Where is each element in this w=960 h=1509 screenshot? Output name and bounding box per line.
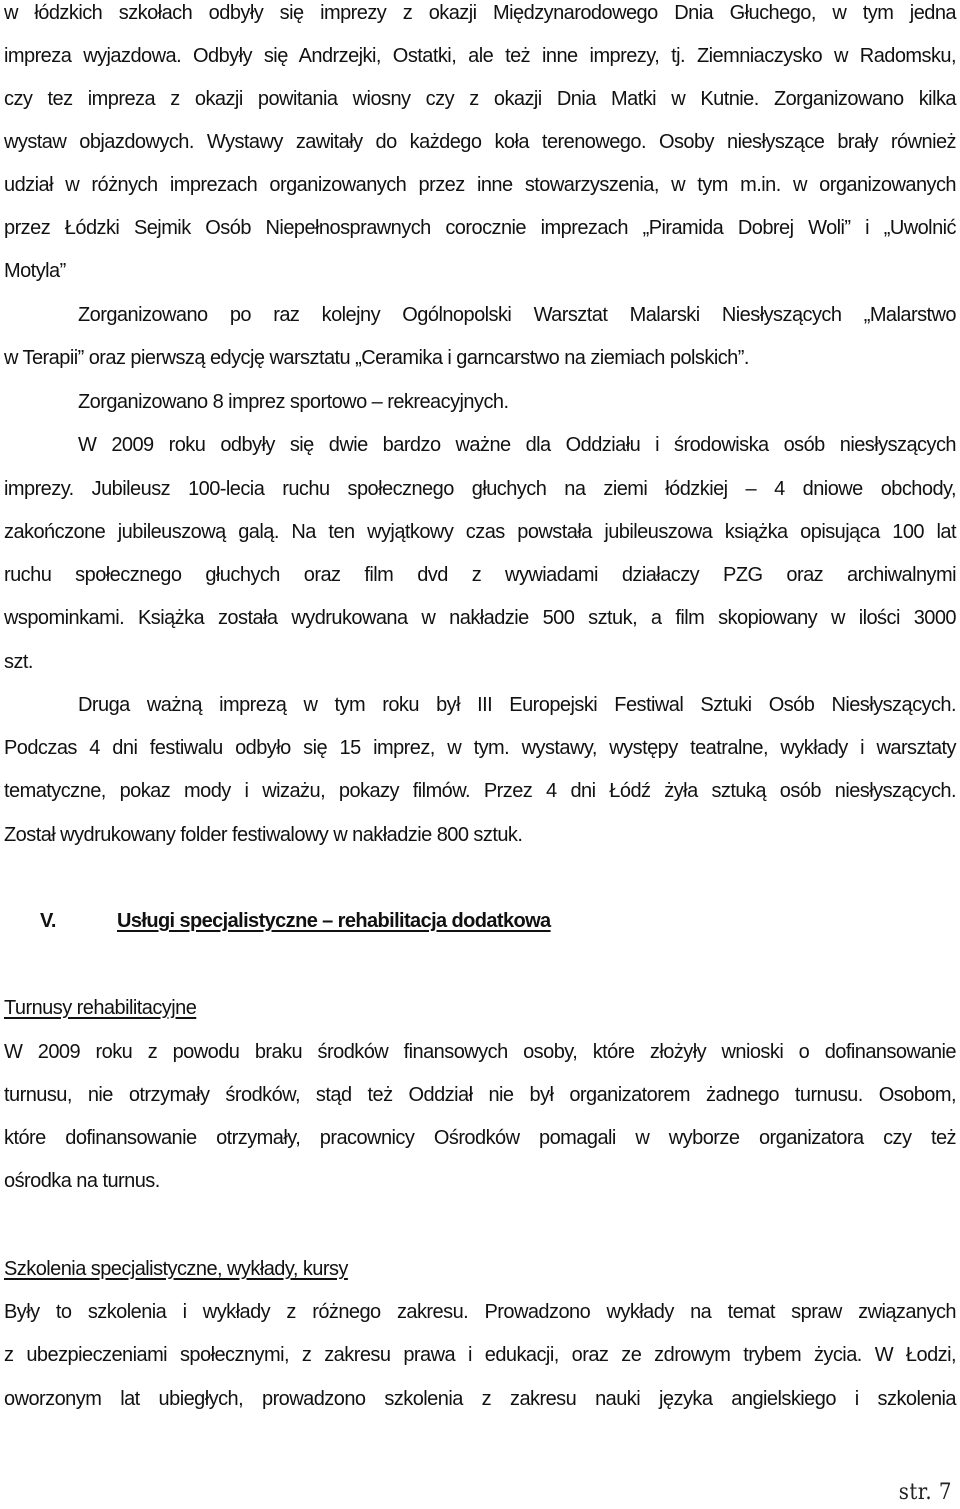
text-line: Zorganizowano po raz kolejny Ogólnopolski Warsztat Malarski Niesłyszących „Malarstwo: [78, 304, 956, 326]
text-line: W 2009 roku odbyły się dwie bardzo ważne dla Oddziału i środowiska osób niesłyszących: [78, 434, 956, 456]
text-line: ośrodka na turnus.: [4, 1170, 160, 1192]
text-line: tematyczne, pokaz mody i wizażu, pokazy filmów. Przez 4 dni Łódź żyła sztuką osób niesłyszących.: [4, 780, 956, 802]
text-line: udział w różnych imprezach organizowanych przez inne stowarzyszenia, w tym m.in. w organizowanych: [4, 174, 956, 196]
text-line: w Terapii” oraz pierwszą edycję warsztatu „Ceramika i garncarstwo na ziemiach polskich”.: [4, 347, 749, 369]
text-line: imprezy. Jubileusz 100-lecia ruchu społecznego głuchych na ziemi łódzkiej – 4 dniowe obchody,: [4, 478, 956, 500]
text-line: z ubezpieczeniami społecznymi, z zakresu prawa i edukacji, oraz ze zdrowym trybem życia. W Łodzi,: [4, 1344, 956, 1366]
text-line: W 2009 roku z powodu braku środków finansowych osoby, które złożyły wnioski o dofinansowanie: [4, 1041, 956, 1063]
text-line: Został wydrukowany folder festiwalowy w nakładzie 800 sztuk.: [4, 824, 523, 846]
text-line: Motyla”: [4, 260, 66, 282]
text-line: wspominkami. Książka została wydrukowana w nakładzie 500 sztuk, a film skopiowany w ilości 3000: [4, 607, 956, 629]
text-line: impreza wyjazdowa. Odbyły się Andrzejki, Ostatki, ale też inne imprezy, tj. Ziemniaczysko w Radomsku,: [4, 45, 956, 67]
text-line: oworzonym lat ubiegłych, prowadzono szkolenia z zakresu nauki języka angielskiego i szkolenia: [4, 1388, 956, 1410]
text-line: ruchu społecznego głuchych oraz film dvd z wywiadami działaczy PZG oraz archiwalnymi: [4, 564, 956, 586]
text-line: przez Łódzki Sejmik Osób Niepełnosprawnych corocznie imprezach „Piramida Dobrej Woli” i „Uwolnić: [4, 217, 956, 239]
page-number: str. 7: [898, 1480, 952, 1505]
text-line: które dofinansowanie otrzymały, pracownicy Ośrodków pomagali w wyborze organizatora czy też: [4, 1127, 956, 1149]
subsection-title: Szkolenia specjalistyczne, wykłady, kursy: [4, 1258, 348, 1280]
text-line: Zorganizowano 8 imprez sportowo – rekreacyjnych.: [78, 391, 509, 413]
text-line: Podczas 4 dni festiwalu odbyło się 15 imprez, w tym. wystawy, występy teatralne, wykłady i warsztaty: [4, 737, 956, 759]
text-line: szt.: [4, 651, 33, 673]
text-line: czy tez impreza z okazji powitania wiosny czy z okazji Dnia Matki w Kutnie. Zorganizowano kilka: [4, 88, 956, 110]
text-line: Druga ważną imprezą w tym roku był III Europejski Festiwal Sztuki Osób Niesłyszących.: [78, 694, 956, 716]
text-line: Były to szkolenia i wykłady z różnego zakresu. Prowadzono wykłady na temat spraw związanych: [4, 1301, 956, 1323]
subsection-title: Turnusy rehabilitacyjne: [4, 997, 197, 1019]
section-title: Usługi specjalistyczne – rehabilitacja dodatkowa: [117, 910, 551, 932]
text-line: zakończone jubileuszową galą. Na ten wyjątkowy czas powstała jubileuszowa książka opisująca 100 lat: [4, 521, 956, 543]
text-line: wystaw objazdowych. Wystawy zawitały do każdego koła terenowego. Osoby niesłyszące brały również: [4, 131, 956, 153]
text-line: w łódzkich szkołach odbyły się imprezy z okazji Międzynarodowego Dnia Głuchego, w tym jedna: [4, 2, 956, 24]
section-number: V.: [40, 910, 56, 932]
text-line: turnusu, nie otrzymały środków, stąd też Oddział nie był organizatorem żadnego turnusu. Osobom,: [4, 1084, 956, 1106]
